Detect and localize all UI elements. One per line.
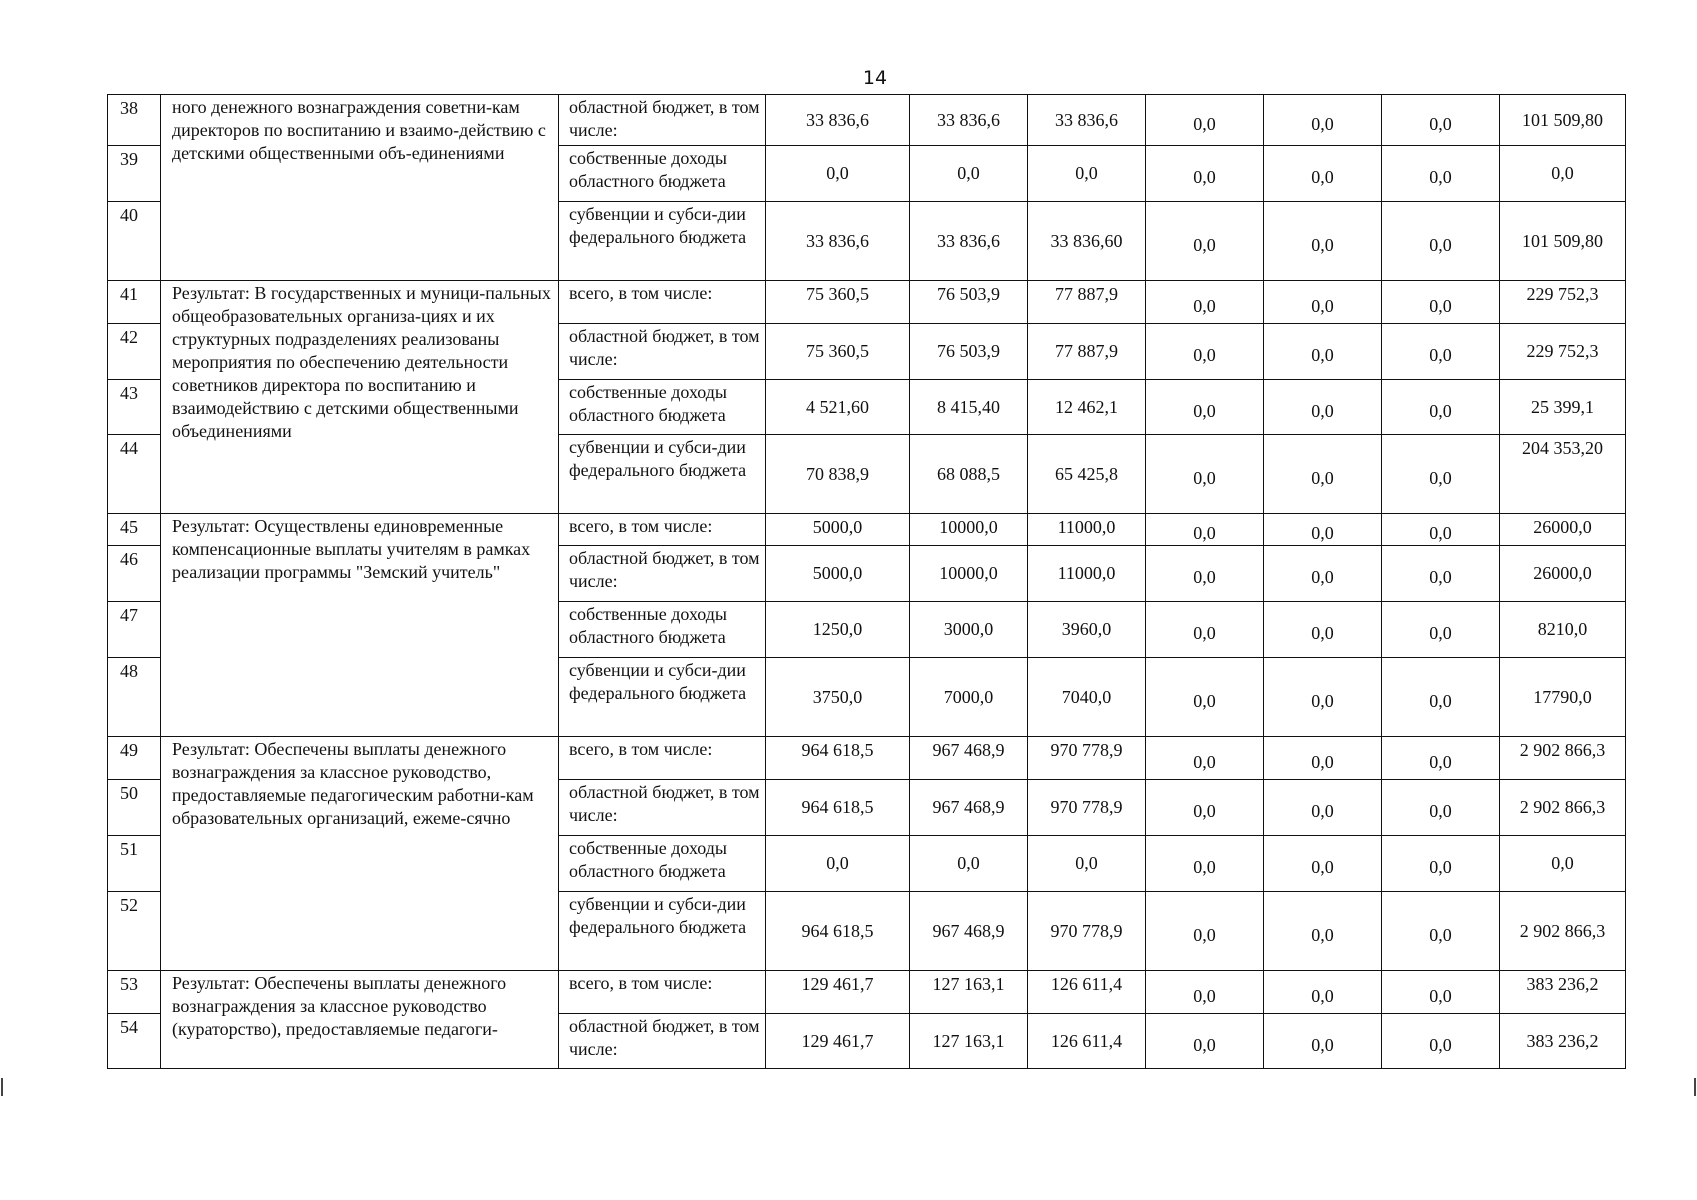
value-year-4: 0,0	[1146, 380, 1264, 435]
value-total: 383 236,2	[1500, 971, 1626, 1014]
budget-table	[107, 94, 1626, 1069]
edge-mark-right	[1694, 1078, 1696, 1096]
row-number: 48	[108, 658, 161, 737]
value-year-2: 967 468,9	[910, 892, 1028, 971]
row-number: 39	[108, 146, 161, 202]
value-total: 2 902 866,3	[1500, 780, 1626, 836]
value-total: 2 902 866,3	[1500, 892, 1626, 971]
value-year-6: 0,0	[1382, 658, 1500, 737]
value-year-1: 33 836,6	[766, 202, 910, 281]
row-number: 44	[108, 435, 161, 514]
funding-source: собственные доходы областного бюджета	[559, 146, 766, 202]
funding-source: всего, в том числе:	[559, 514, 766, 546]
value-year-3: 970 778,9	[1028, 892, 1146, 971]
value-year-2: 967 468,9	[910, 780, 1028, 836]
value-year-3: 11000,0	[1028, 514, 1146, 546]
funding-source: областной бюджет, в том числе:	[559, 1014, 766, 1069]
funding-source: субвенции и субси-дии федерального бюджета	[559, 658, 766, 737]
funding-source: субвенции и субси-дии федерального бюджета	[559, 202, 766, 281]
value-year-3: 65 425,8	[1028, 435, 1146, 514]
value-year-4: 0,0	[1146, 836, 1264, 892]
value-total: 204 353,20	[1500, 435, 1626, 514]
funding-source: субвенции и субси-дии федерального бюджета	[559, 435, 766, 514]
value-total: 229 752,3	[1500, 324, 1626, 380]
value-year-2: 127 163,1	[910, 1014, 1028, 1069]
result-description: Результат: Осуществлены единовременные компенсационные выплаты учителям в рамках реализации программы "Земский учитель"	[161, 514, 559, 737]
value-year-2: 33 836,6	[910, 95, 1028, 146]
funding-source: собственные доходы областного бюджета	[559, 380, 766, 435]
value-year-5: 0,0	[1264, 435, 1382, 514]
value-year-3: 126 611,4	[1028, 971, 1146, 1014]
value-year-3: 7040,0	[1028, 658, 1146, 737]
row-number: 46	[108, 546, 161, 602]
value-year-3: 0,0	[1028, 836, 1146, 892]
table-row	[108, 971, 1626, 1014]
value-year-2: 967 468,9	[910, 737, 1028, 780]
row-number: 47	[108, 602, 161, 658]
row-number: 43	[108, 380, 161, 435]
edge-mark-left	[1, 1078, 3, 1096]
result-description: Результат: Обеспечены выплаты денежного вознаграждения за классное руководство (кураторство), предоставляемые педагоги-	[161, 971, 559, 1069]
value-year-2: 10000,0	[910, 514, 1028, 546]
row-number: 50	[108, 780, 161, 836]
value-year-2: 76 503,9	[910, 281, 1028, 324]
value-year-5: 0,0	[1264, 324, 1382, 380]
value-year-1: 129 461,7	[766, 971, 910, 1014]
value-year-6: 0,0	[1382, 1014, 1500, 1069]
value-total: 383 236,2	[1500, 1014, 1626, 1069]
value-year-4: 0,0	[1146, 435, 1264, 514]
value-total: 25 399,1	[1500, 380, 1626, 435]
value-year-2: 76 503,9	[910, 324, 1028, 380]
value-year-5: 0,0	[1264, 737, 1382, 780]
value-year-5: 0,0	[1264, 380, 1382, 435]
value-year-1: 70 838,9	[766, 435, 910, 514]
funding-source: всего, в том числе:	[559, 281, 766, 324]
value-year-6: 0,0	[1382, 281, 1500, 324]
value-year-5: 0,0	[1264, 971, 1382, 1014]
value-year-2: 3000,0	[910, 602, 1028, 658]
value-total: 26000,0	[1500, 514, 1626, 546]
value-year-1: 129 461,7	[766, 1014, 910, 1069]
value-year-2: 0,0	[910, 146, 1028, 202]
result-description: Результат: Обеспечены выплаты денежного вознаграждения за классное руководство, предоставляемые педагогическим работни-кам образовательных организаций, ежеме-сячно	[161, 737, 559, 971]
value-year-4: 0,0	[1146, 146, 1264, 202]
value-year-4: 0,0	[1146, 95, 1264, 146]
funding-source: субвенции и субси-дии федерального бюджета	[559, 892, 766, 971]
value-total: 0,0	[1500, 146, 1626, 202]
value-year-5: 0,0	[1264, 836, 1382, 892]
value-year-4: 0,0	[1146, 737, 1264, 780]
value-year-5: 0,0	[1264, 1014, 1382, 1069]
value-total: 26000,0	[1500, 546, 1626, 602]
value-year-1: 0,0	[766, 146, 910, 202]
value-year-1: 5000,0	[766, 514, 910, 546]
value-year-3: 970 778,9	[1028, 780, 1146, 836]
row-number: 52	[108, 892, 161, 971]
row-number: 38	[108, 95, 161, 146]
value-year-3: 3960,0	[1028, 602, 1146, 658]
value-year-3: 11000,0	[1028, 546, 1146, 602]
value-year-1: 1250,0	[766, 602, 910, 658]
row-number: 53	[108, 971, 161, 1014]
row-number: 42	[108, 324, 161, 380]
value-year-4: 0,0	[1146, 546, 1264, 602]
value-year-5: 0,0	[1264, 546, 1382, 602]
value-year-4: 0,0	[1146, 892, 1264, 971]
value-year-4: 0,0	[1146, 202, 1264, 281]
row-number: 40	[108, 202, 161, 281]
value-year-3: 970 778,9	[1028, 737, 1146, 780]
value-year-6: 0,0	[1382, 892, 1500, 971]
value-year-6: 0,0	[1382, 836, 1500, 892]
value-year-6: 0,0	[1382, 546, 1500, 602]
value-year-1: 964 618,5	[766, 737, 910, 780]
budget-table-body	[108, 95, 1626, 1069]
value-year-6: 0,0	[1382, 602, 1500, 658]
value-year-5: 0,0	[1264, 602, 1382, 658]
value-year-6: 0,0	[1382, 737, 1500, 780]
value-year-4: 0,0	[1146, 281, 1264, 324]
value-year-5: 0,0	[1264, 95, 1382, 146]
value-year-3: 0,0	[1028, 146, 1146, 202]
row-number: 54	[108, 1014, 161, 1069]
value-year-2: 33 836,6	[910, 202, 1028, 281]
value-year-1: 4 521,60	[766, 380, 910, 435]
value-total: 229 752,3	[1500, 281, 1626, 324]
table-row	[108, 514, 1626, 546]
funding-source: собственные доходы областного бюджета	[559, 602, 766, 658]
value-year-5: 0,0	[1264, 780, 1382, 836]
value-year-5: 0,0	[1264, 146, 1382, 202]
funding-source: областной бюджет, в том числе:	[559, 780, 766, 836]
funding-source: областной бюджет, в том числе:	[559, 95, 766, 146]
value-year-4: 0,0	[1146, 780, 1264, 836]
value-year-6: 0,0	[1382, 380, 1500, 435]
table-row	[108, 737, 1626, 780]
value-total: 0,0	[1500, 836, 1626, 892]
value-year-1: 0,0	[766, 836, 910, 892]
value-year-2: 127 163,1	[910, 971, 1028, 1014]
value-year-6: 0,0	[1382, 146, 1500, 202]
value-year-2: 68 088,5	[910, 435, 1028, 514]
funding-source: областной бюджет, в том числе:	[559, 324, 766, 380]
value-year-4: 0,0	[1146, 1014, 1264, 1069]
funding-source: собственные доходы областного бюджета	[559, 836, 766, 892]
value-year-5: 0,0	[1264, 281, 1382, 324]
page-number: 14	[862, 67, 888, 89]
value-total: 8210,0	[1500, 602, 1626, 658]
value-year-3: 33 836,60	[1028, 202, 1146, 281]
value-total: 101 509,80	[1500, 202, 1626, 281]
value-year-5: 0,0	[1264, 892, 1382, 971]
value-total: 17790,0	[1500, 658, 1626, 737]
funding-source: всего, в том числе:	[559, 971, 766, 1014]
value-year-3: 77 887,9	[1028, 324, 1146, 380]
value-year-6: 0,0	[1382, 780, 1500, 836]
row-number: 45	[108, 514, 161, 546]
row-number: 49	[108, 737, 161, 780]
value-year-6: 0,0	[1382, 435, 1500, 514]
value-total: 101 509,80	[1500, 95, 1626, 146]
value-year-1: 3750,0	[766, 658, 910, 737]
result-description: Результат: В государственных и муници-пальных общеобразовательных организа-циях и их структурных подразделениях реализованы мероприятия по обеспечению деятельности советников директора по воспитанию и взаимодействию с детскими общественными объединениями	[161, 281, 559, 514]
funding-source: всего, в том числе:	[559, 737, 766, 780]
value-total: 2 902 866,3	[1500, 737, 1626, 780]
value-year-1: 964 618,5	[766, 780, 910, 836]
value-year-5: 0,0	[1264, 202, 1382, 281]
value-year-3: 126 611,4	[1028, 1014, 1146, 1069]
value-year-4: 0,0	[1146, 514, 1264, 546]
value-year-4: 0,0	[1146, 602, 1264, 658]
value-year-2: 10000,0	[910, 546, 1028, 602]
value-year-4: 0,0	[1146, 324, 1264, 380]
value-year-3: 77 887,9	[1028, 281, 1146, 324]
row-number: 51	[108, 836, 161, 892]
value-year-1: 33 836,6	[766, 95, 910, 146]
row-number: 41	[108, 281, 161, 324]
value-year-5: 0,0	[1264, 514, 1382, 546]
value-year-6: 0,0	[1382, 971, 1500, 1014]
value-year-4: 0,0	[1146, 658, 1264, 737]
value-year-6: 0,0	[1382, 324, 1500, 380]
funding-source: областной бюджет, в том числе:	[559, 546, 766, 602]
value-year-2: 0,0	[910, 836, 1028, 892]
value-year-6: 0,0	[1382, 514, 1500, 546]
value-year-3: 33 836,6	[1028, 95, 1146, 146]
value-year-3: 12 462,1	[1028, 380, 1146, 435]
table-row	[108, 281, 1626, 324]
value-year-1: 964 618,5	[766, 892, 910, 971]
value-year-4: 0,0	[1146, 971, 1264, 1014]
value-year-1: 75 360,5	[766, 324, 910, 380]
value-year-6: 0,0	[1382, 202, 1500, 281]
result-description: ного денежного вознаграждения советни-кам директоров по воспитанию и взаимо-действию с детскими общественными объ-единениями	[161, 95, 559, 281]
value-year-1: 75 360,5	[766, 281, 910, 324]
value-year-1: 5000,0	[766, 546, 910, 602]
table-row	[108, 95, 1626, 146]
value-year-2: 7000,0	[910, 658, 1028, 737]
value-year-2: 8 415,40	[910, 380, 1028, 435]
value-year-5: 0,0	[1264, 658, 1382, 737]
value-year-6: 0,0	[1382, 95, 1500, 146]
